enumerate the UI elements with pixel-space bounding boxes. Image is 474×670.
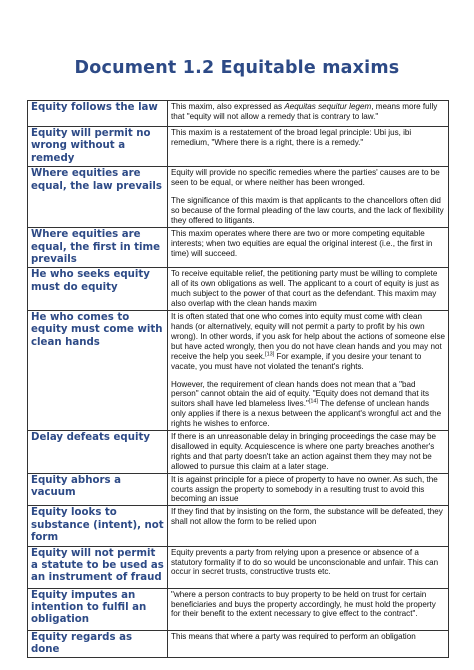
maxim-description: It is often stated that one who comes into equity must come with clean hands (or alternatively, equity will not permit a party to profit by his own wrong). In other words, if you ask for help about the actions of someone else but have acted wrongly, then you do not have clean hands and you may not receive the help you seek.[13] For example, if you desire your tenant to vacate, you must have not violated the tenant's rights. However, the requirement of clean hands does not mean that a "bad person" cannot obtain the aid of equity. "Equity does not demand that its suitors shall have led blameless lives."[14] The defense of unclean hands only applies if there is a nexus between the applicant's wrongful act and the rights he wishes to enforce. <box>168 311 449 431</box>
table-row <box>28 228 449 268</box>
table-row <box>28 588 449 630</box>
table-row <box>28 167 449 228</box>
maxim-description: This means that where a party was required to perform an obligation <box>168 630 449 658</box>
table-row <box>28 473 449 506</box>
maxim-description: This maxim is a restatement of the broad legal principle: Ubi jus, ibi remedium, "Where there is a right, there is a remedy." <box>168 127 449 167</box>
maxim-term: Equity will not permit a statute to be used as an instrument of fraud <box>28 546 168 588</box>
maxim-term: Equity follows the law <box>28 101 168 127</box>
table-row <box>28 101 449 127</box>
maxim-term: Where equities are equal, the law prevails <box>28 167 168 228</box>
table-row <box>28 630 449 658</box>
maxim-term: Equity looks to substance (intent), not form <box>28 506 168 546</box>
maxim-term: Delay defeats equity <box>28 431 168 474</box>
maxim-term: Equity abhors a vacuum <box>28 473 168 506</box>
maxim-term: He who seeks equity must do equity <box>28 268 168 311</box>
table-row <box>28 431 449 474</box>
page-title: Document 1.2 Equitable maxims <box>74 58 400 78</box>
maxim-description: This maxim operates where there are two or more competing equitable interests; when two equities are equal the original interest (i.e., the first in time) will succeed. <box>168 228 449 268</box>
table-row <box>28 311 449 431</box>
table-row <box>28 546 449 588</box>
maxim-description: If there is an unreasonable delay in bringing proceedings the case may be disallowed in equity. Acquiescence is where one party breaches another's rights and that party doesn't take an action against them they may not be allowed to pursue this claim at a later stage. <box>168 431 449 474</box>
maxim-description: It is against principle for a piece of property to have no owner. As such, the courts assign the property to somebody in a resulting trust to avoid this becoming an issue <box>168 473 449 506</box>
table-row <box>28 127 449 167</box>
table-row <box>28 268 449 311</box>
maxim-term: Equity imputes an intention to fulfil an obligation <box>28 588 168 630</box>
maxim-term: Equity regards as done <box>28 630 168 658</box>
maxim-term: Equity will permit no wrong without a remedy <box>28 127 168 167</box>
maxim-description: "where a person contracts to buy property to be held on trust for certain beneficiaries and buys the property accordingly, he must hold the property for their benefit to the extent necessary to give effect to the contract". <box>168 588 449 630</box>
maxim-term: Where equities are equal, the first in time prevails <box>28 228 168 268</box>
table-row <box>28 506 449 546</box>
maxim-description: If they find that by insisting on the form, the substance will be defeated, they shall not allow the form to be relied upon <box>168 506 449 546</box>
maxim-description: This maxim, also expressed as Aequitas sequitur legem, means more fully that "equity will not allow a remedy that is contrary to law." <box>168 101 449 127</box>
maxim-term: He who comes to equity must come with clean hands <box>28 311 168 431</box>
maxim-description: Equity will provide no specific remedies where the parties' causes are to be seen to be equal, or where neither has been wronged. The significance of this maxim is that applicants to the chancellors often did so because of the formal pleading of the law courts, and the lack of flexibility they offered to litigants. <box>168 167 449 228</box>
maxim-description: Equity prevents a party from relying upon a presence or absence of a statutory formality if to do so would be unconscionable and unfair. This can occur in secret trusts, constructive trusts etc. <box>168 546 449 588</box>
maxims-table <box>27 100 449 658</box>
maxim-description: To receive equitable relief, the petitioning party must be willing to complete all of its own obligations as well. The applicant to a court of equity is just as much subject to the power of that court as the defendant. This maxim may also overlap with the clean hands maxim <box>168 268 449 311</box>
